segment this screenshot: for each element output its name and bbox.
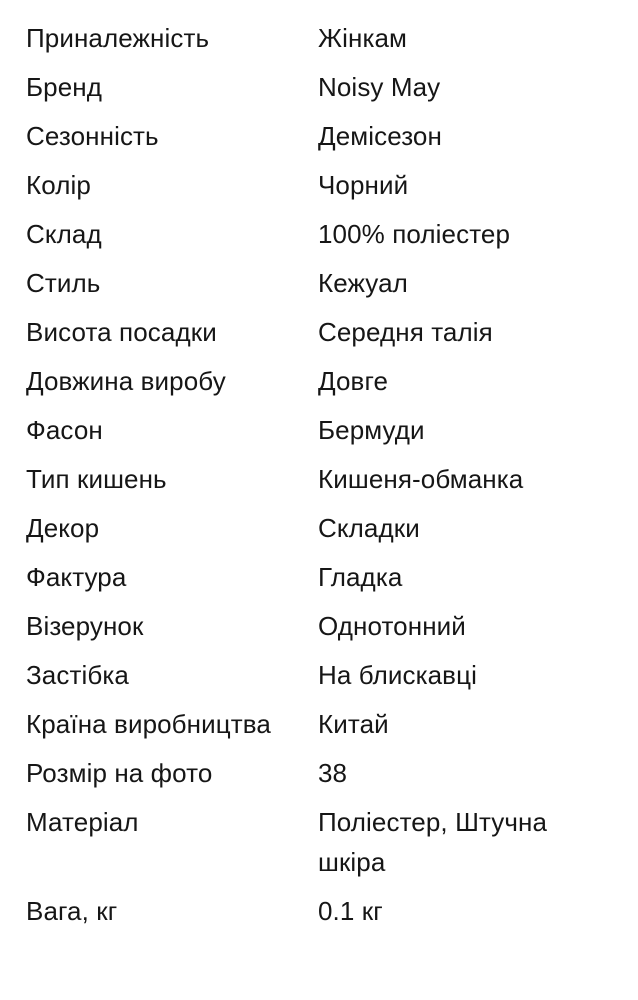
spec-row xyxy=(0,891,638,931)
spec-label: Фасон xyxy=(26,415,103,445)
spec-value: Демісезон xyxy=(318,121,442,151)
spec-value: 0.1 кг xyxy=(318,896,383,926)
spec-value: Поліестер, Штучна шкіра xyxy=(318,807,548,877)
spec-value: Складки xyxy=(318,513,420,543)
spec-label: Довжина виробу xyxy=(26,366,226,396)
spec-row xyxy=(0,508,638,548)
spec-label: Застібка xyxy=(26,660,129,690)
spec-value: Чорний xyxy=(318,170,409,200)
spec-label: Декор xyxy=(26,513,100,543)
spec-row xyxy=(0,263,638,303)
spec-row xyxy=(0,655,638,695)
spec-row xyxy=(0,557,638,597)
spec-row xyxy=(0,753,638,793)
spec-label: Склад xyxy=(26,219,102,249)
spec-label: Фактура xyxy=(26,562,127,592)
spec-value: Кежуал xyxy=(318,268,408,298)
spec-value: Бермуди xyxy=(318,415,425,445)
spec-value: 38 xyxy=(318,758,348,788)
spec-value: Китай xyxy=(318,709,389,739)
spec-label: Сезонність xyxy=(26,121,159,151)
spec-label: Матеріал xyxy=(26,807,139,837)
spec-row xyxy=(0,802,638,882)
spec-label: Розмір на фото xyxy=(26,758,213,788)
spec-value: Жінкам xyxy=(318,23,408,53)
spec-row xyxy=(0,67,638,107)
spec-label: Колір xyxy=(26,170,91,200)
spec-value: Середня талія xyxy=(318,317,493,347)
spec-label: Тип кишень xyxy=(26,464,167,494)
spec-label: Вага, кг xyxy=(26,896,118,926)
spec-row xyxy=(0,312,638,352)
spec-label: Висота посадки xyxy=(26,317,217,347)
spec-row xyxy=(0,410,638,450)
spec-label: Приналежність xyxy=(26,23,210,53)
spec-value: Кишеня-обманка xyxy=(318,464,524,494)
spec-row xyxy=(0,116,638,156)
spec-value: Noisy May xyxy=(318,72,441,102)
spec-row xyxy=(0,165,638,205)
spec-value: Гладка xyxy=(318,562,403,592)
spec-row xyxy=(0,361,638,401)
spec-row xyxy=(0,704,638,744)
spec-value: Однотонний xyxy=(318,611,466,641)
spec-label: Візерунок xyxy=(26,611,144,641)
spec-label: Стиль xyxy=(26,268,101,298)
spec-label: Країна виробництва xyxy=(26,709,271,739)
spec-row xyxy=(0,214,638,254)
spec-value: Довге xyxy=(318,366,389,396)
spec-row xyxy=(0,459,638,499)
spec-label: Бренд xyxy=(26,72,103,102)
spec-row xyxy=(0,18,638,58)
spec-value: 100% поліестер xyxy=(318,219,511,249)
spec-row xyxy=(0,606,638,646)
spec-value: На блискавці xyxy=(318,660,477,690)
